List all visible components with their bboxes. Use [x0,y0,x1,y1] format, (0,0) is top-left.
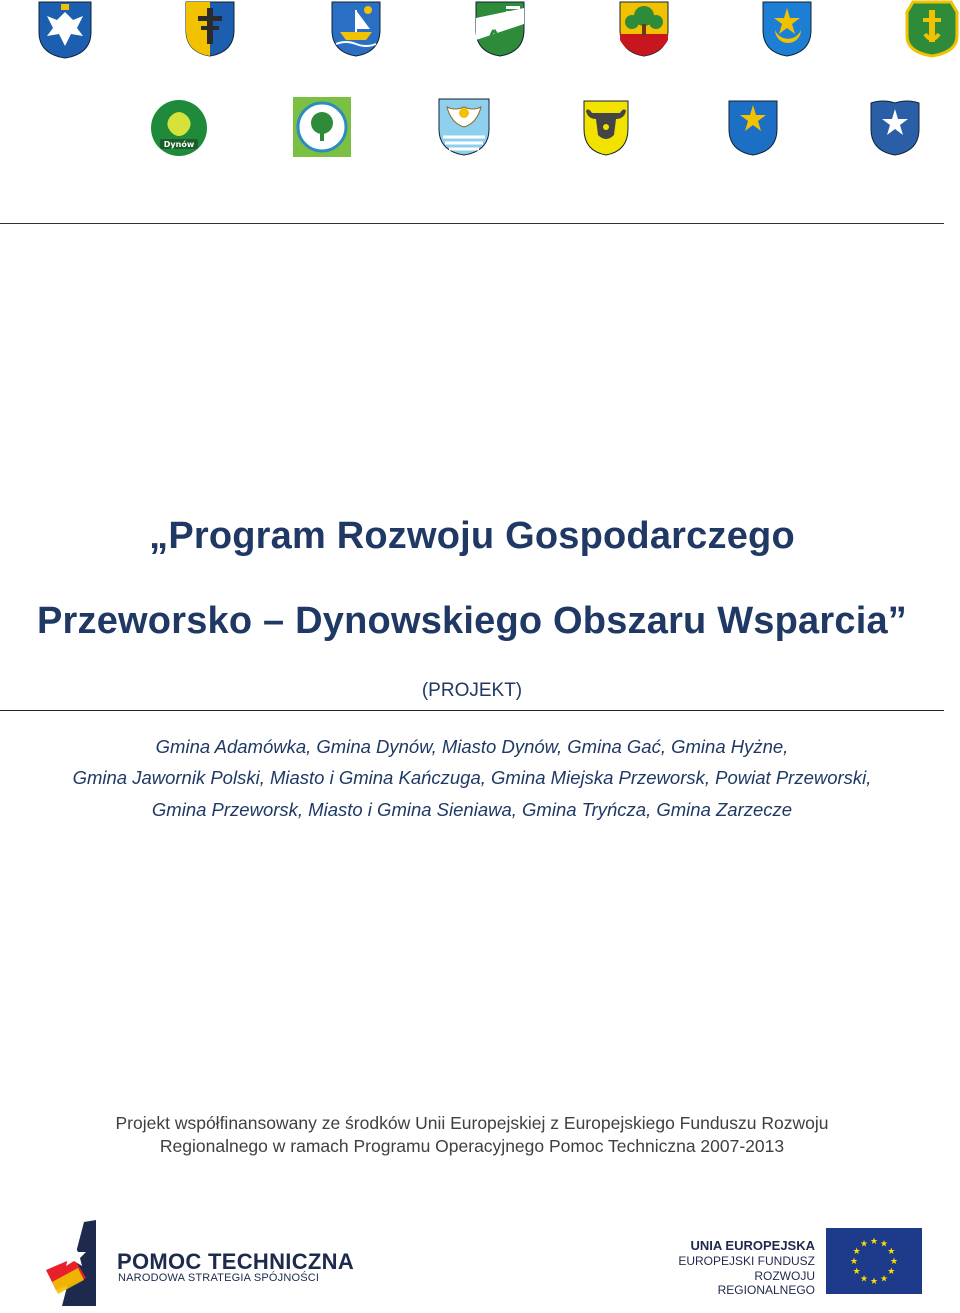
eu-star-icon: ★ [849,1256,859,1266]
gminy-line-2: Gmina Jawornik Polski, Miasto i Gmina Kańczuga, Gmina Miejska Przeworsk, Powiat Przeworski, [72,767,872,788]
crest-eagle-icon [37,0,93,60]
eu-star-icon: ★ [859,1238,869,1249]
eu-logo-line-3: ROZWOJU REGIONALNEGO [717,1269,815,1297]
eu-star-icon: ★ [879,1238,889,1249]
funding-line-1: Projekt współfinansowany ze środków Unii Europejskiej z Europejskiego Funduszu Rozwoju [115,1113,829,1133]
crest-adamowka-logo-icon [293,97,351,157]
title-line-2: Przeworsko – Dynowskiego Obszaru Wsparcia” [36,600,907,642]
title-line-1: „Program Rozwoju Gospodarczego [149,515,795,557]
status-label: (PROJEKT) [421,680,523,701]
eu-star-icon: ★ [887,1246,896,1256]
eu-star-icon: ★ [869,1276,879,1286]
mid-divider [0,710,944,711]
crest-tree-icon [618,0,670,58]
top-divider [0,223,944,224]
gminy-line-1: Gmina Adamówka, Gmina Dynów, Miasto Dynów, Gmina Gać, Gmina Hyżne, [155,736,789,757]
crest-star-moon-icon [761,0,813,58]
crest-lily-icon [474,0,526,58]
crest-ox-icon [582,99,630,157]
eu-star-icon: ★ [859,1273,869,1284]
crest-green-star-icon [905,0,959,58]
eu-star-icon: ★ [869,1236,879,1246]
crest-angel-icon [437,97,491,157]
pomoc-techniczna-logo-icon [44,1218,114,1313]
eu-star-icon: ★ [879,1273,889,1284]
gminy-line-3: Gmina Przeworsk, Miasto i Gmina Sieniawa, Gmina Tryńcza, Gmina Zarzecze [151,799,793,820]
crest-star-moon-2-icon [727,99,779,157]
eu-logo-line-1: UNIA EUROPEJSKA [690,1238,815,1253]
pomoc-techniczna-subtitle: NARODOWA STRATEGIA SPÓJNOŚCI [118,1272,320,1284]
eu-logo-line-2: EUROPEJSKI FUNDUSZ [678,1254,815,1268]
svg-text:Dynów: Dynów [163,140,195,149]
eu-star-icon: ★ [887,1266,896,1276]
eu-star-icon: ★ [852,1246,861,1256]
pomoc-techniczna-name: POMOC TECHNICZNA [117,1249,355,1274]
eu-flag-icon [826,1228,922,1299]
crest-dynow-logo-icon [150,99,208,157]
crest-ship-icon [330,0,382,58]
eu-star-icon: ★ [889,1256,899,1266]
crest-cross-icon [184,0,236,58]
crest-star-moon-3-icon [869,99,921,157]
funding-line-2: Regionalnego w ramach Programu Operacyjnego Pomoc Techniczna 2007-2013 [159,1136,785,1156]
eu-star-icon: ★ [852,1266,861,1276]
